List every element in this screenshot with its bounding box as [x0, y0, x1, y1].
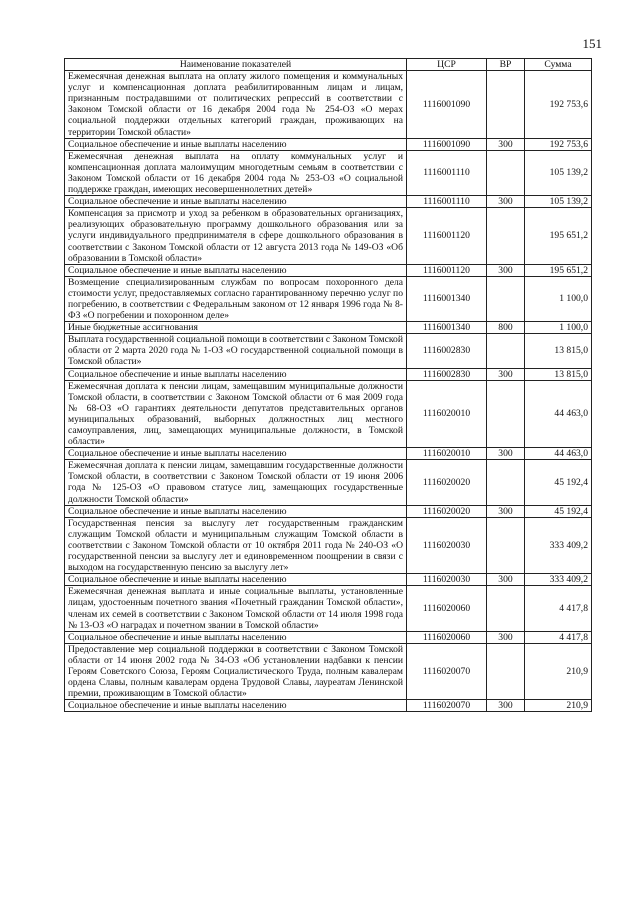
row-sum: 44 463,0 [525, 380, 592, 448]
row-vr [487, 643, 525, 699]
row-csr: 1116002830 [407, 334, 487, 368]
row-vr [487, 276, 525, 321]
table-header-row [65, 59, 592, 71]
row-name: Социальное обеспечение и иные выплаты населению [65, 574, 407, 586]
row-csr: 1116001110 [407, 196, 487, 208]
header-sum: Сумма [525, 59, 592, 71]
row-csr: 1116020020 [407, 460, 487, 505]
row-sum: 333 409,2 [525, 574, 592, 586]
row-sum: 105 139,2 [525, 196, 592, 208]
row-csr: 1116020070 [407, 700, 487, 712]
row-name: Социальное обеспечение и иные выплаты населению [65, 368, 407, 380]
row-csr: 1116020070 [407, 643, 487, 699]
row-csr: 1116020030 [407, 517, 487, 573]
row-vr [487, 71, 525, 139]
table-row [65, 517, 592, 573]
row-name: Социальное обеспечение и иные выплаты населению [65, 196, 407, 208]
table-row [65, 196, 592, 208]
table-row [65, 264, 592, 276]
row-sum: 1 100,0 [525, 276, 592, 321]
row-vr [487, 460, 525, 505]
row-name: Ежемесячная денежная выплата и иные социальные выплаты, установленные лицам, удостоенным почетного звания «Почетный гражданин Томской области», членам их семей в соответствии с Законом Томской области от 14 июля 1998 года № 13-ОЗ «О наградах и почетном звании в Томской области» [65, 586, 407, 631]
row-vr: 300 [487, 138, 525, 150]
table-row [65, 700, 592, 712]
header-csr: ЦСР [407, 59, 487, 71]
row-sum: 195 651,2 [525, 208, 592, 264]
table-row [65, 586, 592, 631]
table-row [65, 276, 592, 321]
header-vr: ВР [487, 59, 525, 71]
row-csr: 1116001120 [407, 264, 487, 276]
row-sum: 4 417,8 [525, 631, 592, 643]
row-name: Социальное обеспечение и иные выплаты населению [65, 631, 407, 643]
row-csr: 1116001090 [407, 71, 487, 139]
row-csr: 1116001120 [407, 208, 487, 264]
row-name: Выплата государственной социальной помощи в соответствии с Законом Томской области от 2 марта 2020 года № 1-ОЗ «О государственной социальной помощи в Томской области» [65, 334, 407, 368]
row-vr [487, 586, 525, 631]
row-sum: 195 651,2 [525, 264, 592, 276]
row-vr: 300 [487, 574, 525, 586]
row-csr: 1116020030 [407, 574, 487, 586]
row-csr: 1116001340 [407, 322, 487, 334]
row-name: Социальное обеспечение и иные выплаты населению [65, 448, 407, 460]
row-csr: 1116020010 [407, 448, 487, 460]
row-name: Социальное обеспечение и иные выплаты населению [65, 138, 407, 150]
row-csr: 1116002830 [407, 368, 487, 380]
row-sum: 192 753,6 [525, 138, 592, 150]
row-name: Государственная пенсия за выслугу лет государственным гражданским служащим Томской области и муниципальным служащим Томской области в соответствии с Законом Томской области от 10 октября 2011 года № 240-ОЗ «О государственной пенсии за выслугу лет и единовременном поощрении в связи с выходом на государственную пенсию за выслугу лет» [65, 517, 407, 573]
row-name: Ежемесячная денежная выплата на оплату коммунальных услуг и компенсационная доплата малоимущим многодетным семьям в соответствии с Законом Томской области от 16 декабря 2004 года № 253-ОЗ «О социальной поддержке граждан, имеющих несовершеннолетних детей» [65, 150, 407, 195]
row-sum: 333 409,2 [525, 517, 592, 573]
row-csr: 1116020060 [407, 631, 487, 643]
table-row [65, 631, 592, 643]
row-name: Возмещение специализированным службам по вопросам похоронного дела стоимости услуг, предоставляемых согласно гарантированному перечню услуг по погребению, в соответствии с Федеральным законом от 12 января 1996 года № 8-ФЗ «О погребении и похоронном деле» [65, 276, 407, 321]
row-name: Компенсация за присмотр и уход за ребенком в образовательных организациях, реализующих образовательную программу дошкольного образования или за услуги индивидуального предпринимателя в сфере дошкольного образования в соответствии с Законом Томской области от 12 августа 2013 года № 149-ОЗ «Об образовании в Томской области» [65, 208, 407, 264]
row-name: Социальное обеспечение и иные выплаты населению [65, 700, 407, 712]
header-name: Наименование показателей [65, 59, 407, 71]
budget-table [64, 58, 592, 712]
table-row [65, 574, 592, 586]
row-vr: 300 [487, 631, 525, 643]
row-csr: 1116020020 [407, 505, 487, 517]
row-sum: 45 192,4 [525, 505, 592, 517]
row-sum: 210,9 [525, 643, 592, 699]
row-sum: 105 139,2 [525, 150, 592, 195]
row-sum: 210,9 [525, 700, 592, 712]
row-csr: 1116001340 [407, 276, 487, 321]
row-vr: 300 [487, 448, 525, 460]
row-vr: 300 [487, 264, 525, 276]
row-name: Ежемесячная доплата к пенсии лицам, замещавшим государственные должности Томской области, в соответствии с Законом Томской области от 19 июня 2006 года № 125-ОЗ «О правовом статусе лиц, замещающих государственные должности Томской области» [65, 460, 407, 505]
page-number: 151 [582, 36, 602, 51]
table-row [65, 368, 592, 380]
row-csr: 1116001110 [407, 150, 487, 195]
table-row [65, 460, 592, 505]
row-name: Социальное обеспечение и иные выплаты населению [65, 505, 407, 517]
row-sum: 4 417,8 [525, 586, 592, 631]
table-row [65, 643, 592, 699]
row-vr [487, 150, 525, 195]
table-row [65, 150, 592, 195]
row-vr [487, 208, 525, 264]
row-csr: 1116001090 [407, 138, 487, 150]
table-row [65, 71, 592, 139]
row-sum: 192 753,6 [525, 71, 592, 139]
row-vr [487, 334, 525, 368]
row-vr: 300 [487, 700, 525, 712]
row-name: Социальное обеспечение и иные выплаты населению [65, 264, 407, 276]
row-vr: 300 [487, 505, 525, 517]
row-vr [487, 517, 525, 573]
row-name: Ежемесячная денежная выплата на оплату жилого помещения и коммунальных услуг и компенсационная доплата реабилитированным лицам и лицам, признанным пострадавшими от политических репрессий в соответствии с Законом Томской области от 16 декабря 2004 года № 254-ОЗ «О мерах социальной поддержки отдельных категорий граждан, проживающих на территории Томской области» [65, 71, 407, 139]
row-vr: 300 [487, 196, 525, 208]
row-csr: 1116020010 [407, 380, 487, 448]
row-vr: 300 [487, 368, 525, 380]
row-name: Предоставление мер социальной поддержки в соответствии с Законом Томской области от 14 июня 2002 года № 34-ОЗ «Об установлении надбавки к пенсии Героям Советского Союза, Героям Социалистического Труда, полным кавалерам ордена Славы, полным кавалерам ордена Трудовой Славы, лауреатам Ленинской премии, проживающим в Томской области» [65, 643, 407, 699]
row-sum: 1 100,0 [525, 322, 592, 334]
table-row [65, 334, 592, 368]
row-sum: 45 192,4 [525, 460, 592, 505]
table-row [65, 448, 592, 460]
table-row [65, 138, 592, 150]
row-name: Ежемесячная доплата к пенсии лицам, замещавшим муниципальные должности Томской области, в соответствии с Законом Томской области от 6 мая 2009 года № 68-ОЗ «О гарантиях деятельности депутатов представительных органов муниципальных образований, выборных должностных лиц местного самоуправления, лиц, замещающих муниципальные должности, в Томской области» [65, 380, 407, 448]
row-sum: 13 815,0 [525, 368, 592, 380]
table-row [65, 505, 592, 517]
table-row [65, 208, 592, 264]
row-sum: 13 815,0 [525, 334, 592, 368]
table-row [65, 322, 592, 334]
row-csr: 1116020060 [407, 586, 487, 631]
table-row [65, 380, 592, 448]
row-vr [487, 380, 525, 448]
row-sum: 44 463,0 [525, 448, 592, 460]
row-vr: 800 [487, 322, 525, 334]
row-name: Иные бюджетные ассигнования [65, 322, 407, 334]
